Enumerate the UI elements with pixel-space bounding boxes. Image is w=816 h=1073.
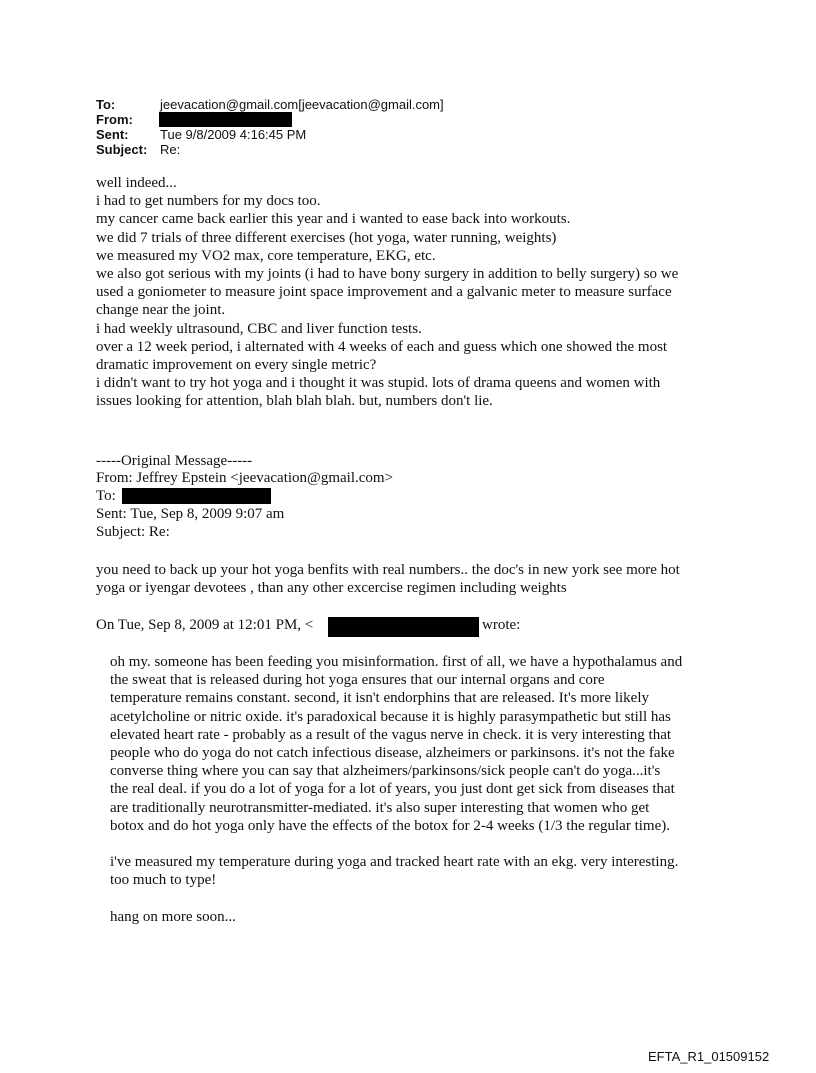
- body-line: over a 12 week period, i alternated with 4 weeks of each and guess which one showed the most: [96, 338, 668, 355]
- sent-value: Tue 9/8/2009 4:16:45 PM: [160, 127, 307, 142]
- sent-label: Sent:: [96, 127, 129, 142]
- document-id: EFTA_R1_01509152: [648, 1049, 770, 1064]
- body-line: dramatic improvement on every single metric?: [96, 357, 377, 373]
- from-label: From:: [96, 112, 133, 127]
- quoted-line: too much to type!: [110, 872, 217, 889]
- subject-value: Re:: [160, 142, 181, 157]
- original-from: From: Jeffrey Epstein <jeevacation@gmail.com>: [96, 470, 394, 486]
- body-line: we did 7 trials of three different exercises (hot yoga, water running, weights): [96, 229, 557, 246]
- quoted-line: are traditionally neurotransmitter-mediated. it's also super interesting that women who get: [110, 799, 650, 816]
- quoted-line: botox and do hot yoga only have the effects of the botox for 2-4 weeks (1/3 the regular time).: [110, 817, 670, 834]
- quoted-line: i've measured my temperature during yoga and tracked heart rate with an ekg. very interesting.: [110, 854, 679, 871]
- quoted-line: temperature remains constant. second, it isn't endorphins that are released. It's more likely: [110, 690, 649, 707]
- attribution-prefix: On Tue, Sep 8, 2009 at 12:01 PM, <: [96, 617, 314, 633]
- body-line: change near the joint.: [96, 302, 226, 319]
- quoted-line: hang on more soon...: [110, 908, 236, 925]
- body-line: well indeed...: [96, 175, 177, 191]
- body-line: i didn't want to try hot yoga and i thought it was stupid. lots of drama queens and women with: [96, 375, 661, 392]
- body-line: used a goniometer to measure joint space improvement and a galvanic meter to measure surface: [96, 284, 672, 301]
- body-line: i had to get numbers for my docs too.: [96, 193, 321, 210]
- quoted-line: acetylcholine or nitric oxide. it's paradoxical because it is highly parasympathetic but still has: [110, 708, 671, 725]
- attribution-suffix: wrote:: [482, 617, 521, 633]
- original-subject: Subject: Re:: [96, 524, 170, 540]
- quoted-line: oh my. someone has been feeding you misinformation. first of all, we have a hypothalamus and: [110, 654, 683, 670]
- quoted-line: the real deal. if you do a lot of yoga for a lot of years, you just dont get sick from diseases that: [110, 781, 675, 798]
- body-line: my cancer came back earlier this year and i wanted to ease back into workouts.: [96, 211, 571, 228]
- quoted-line: elevated heart rate - probably as a result of the vagus nerve in check. it is very interesting that: [110, 726, 672, 743]
- original-message-line: you need to back up your hot yoga benfits with real numbers.. the doc's in new york see more hot: [96, 562, 680, 578]
- body-line: we also got serious with my joints (i had to have bony surgery in addition to belly surgery) so we: [96, 266, 679, 282]
- to-label: To:: [96, 97, 116, 112]
- quoted-line: people who do yoga do not catch infectious disease, alzheimers or parkinsons. it's not the fake: [110, 745, 675, 761]
- quoted-line: the sweat that is released during hot yoga ensures that our internal organs and core: [110, 672, 605, 689]
- quoted-line: converse thing where you can say that alzheimers/parkinsons/sick people can't do yoga...it's: [110, 763, 661, 780]
- original-to: To:: [96, 488, 116, 504]
- body-line: issues looking for attention, blah blah blah. but, numbers don't lie.: [96, 393, 493, 410]
- body-line: we measured my VO2 max, core temperature, EKG, etc.: [96, 247, 436, 264]
- original-sent: Sent: Tue, Sep 8, 2009 9:07 am: [96, 506, 285, 522]
- to-value: jeevacation@gmail.com[jeevacation@gmail.com]: [160, 97, 444, 112]
- body-line: i had weekly ultrasound, CBC and liver function tests.: [96, 320, 422, 337]
- original-separator: -----Original Message-----: [96, 453, 253, 469]
- subject-label: Subject:: [96, 142, 148, 157]
- original-message-line: yoga or iyengar devotees , than any other excercise regimen including weights: [96, 580, 567, 596]
